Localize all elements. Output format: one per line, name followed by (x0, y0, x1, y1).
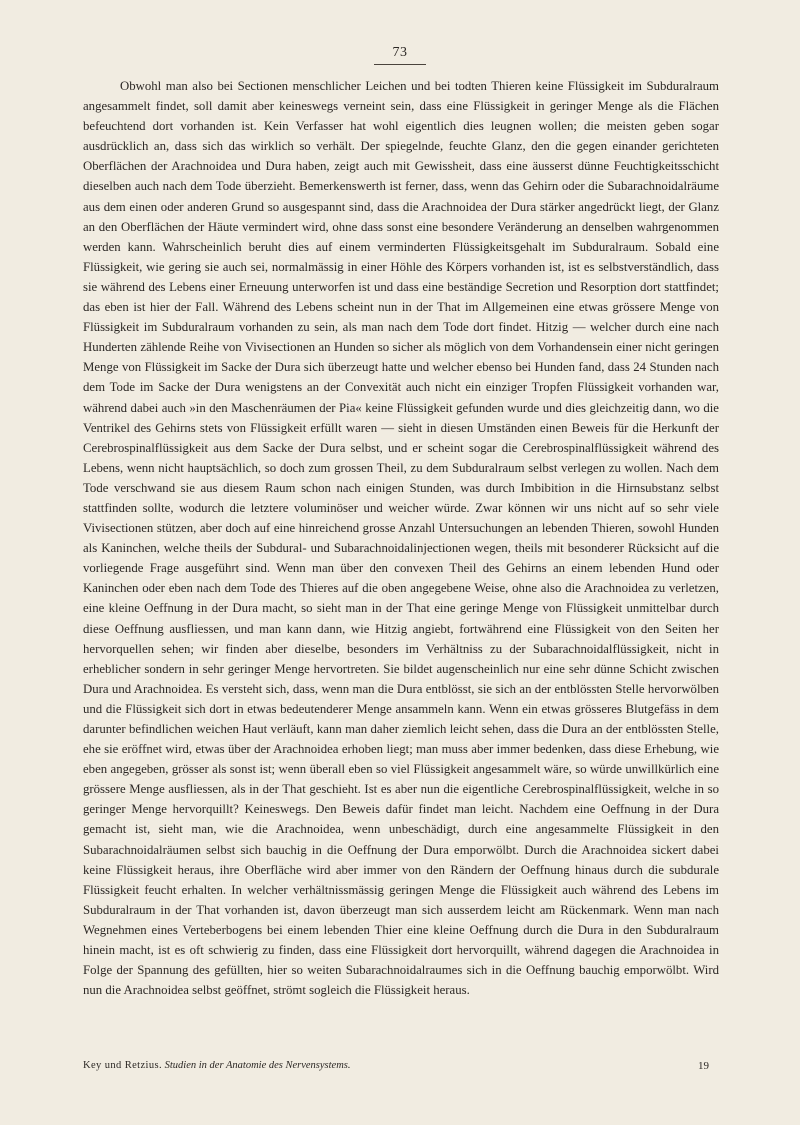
footer-title: Studien in der Anatomie des Nervensystems. (164, 1060, 351, 1071)
page-number: 73 (392, 45, 408, 60)
footer-citation (83, 1060, 351, 1071)
footer-authors: Key und Retzius. (83, 1060, 163, 1071)
body-text (83, 76, 719, 1000)
paragraph: Obwohl man also bei Sectionen menschlicher Leichen und bei todten Thieren keine Flüssigkeit im Subduralraum angesammelt findet, soll damit aber keineswegs verneint sein, dass eine Flüssigkeit in geringer Menge als die Flächen befeuchtend dort vorhanden ist. Kein Verfasser hat wohl eigentlich dies leugnen wollen; die meisten geben sogar ausdrücklich an, dass sich das wirklich so verhält. Der spiegelnde, feuchte Glanz, den die gegen einander gerichteten Oberflächen der Arachnoidea und Dura haben, zeigt auch mit Gewissheit, dass eine äusserst dünne Feuchtigkeitsschicht dieselben auch nach dem Tode überzieht. Bemerkenswerth ist ferner, dass, wenn das Gehirn oder die Subarachnoidalräume aus dem einen oder anderen Grund so ausgespannt sind, dass die Arachnoidea der Dura stärker angedrückt liegt, der Glanz an den Oberflächen der Häute vermindert wird, ohne dass sonst eine besondere Veränderung an denselben wahrgenommen werden kann. Wahrscheinlich beruht dies auf einem verminderten Flüssigkeitsgehalt im Subduralraum. Sobald eine Flüssigkeit, wie gering sie auch sei, normalmässig in einer Höhle des Körpers vorhanden ist, ist es selbstverständlich, dass sie während des Lebens einer Erneuung unterworfen ist und dass eine beständige Secretion und Resorption dort stattfindet; das eben ist hier der Fall. Während des Lebens scheint nun in der That im Allgemeinen eine etwas grössere Menge von Flüssigkeit im Subduralraum vorhanden zu sein, als man nach dem Tode dort findet. Hitzig — welcher durch eine nach Hunderten zählende Reihe von Vivisectionen an Hunden so sicher als möglich von dem Vorhandensein einer nicht geringen Menge von Flüssigkeit im Sacke der Dura sich überzeugt hatte und welcher ebenso bei Hunden fand, dass 24 Stunden nach dem Tode im Sacke der Dura wenigstens an der Convexität auch nicht ein einziger Tropfen Flüssigkeit vorhanden war, während dabei auch »in den Maschenräumen der Pia« keine Flüssigkeit gefunden wurde und dies gleichzeitig dann, wo die Ventrikel des Gehirns stets von Flüssigkeit erfüllt waren — sieht in diesen Umständen einen Beweis für die Herkunft der Cerebrospinalflüssigkeit aus dem Sacke der Dura selbst, und er scheint sogar die Cerebrospinalflüssigkeit während des Lebens, wenn nicht hauptsächlich, so doch zum grossen Theil, zu dem Subduralraum selbst verlegen zu wollen. Nach dem Tode verschwand sie aus diesem Raum schon nach einigen Stunden, was durch Imbibition in die Hirnsubstanz selbst stattfinden sollte, wodurch die letztere voluminöser und weicher würde. Zwar können wir uns nicht auf so sehr viele Vivisectionen stützen, aber doch auf eine hinreichend grosse Anzahl Untersuchungen an lebenden Thieren, sowohl Hunden als Kaninchen, welche theils der Subdural- und Subarachnoidalinjectionen wegen, theils mit besonderer Rücksicht auf die vorliegende Frage ausgeführt sind. Wenn man über den convexen Theil des Gehirns an einem lebenden Hund oder Kaninchen oder eben nach dem Tode des Thieres auf die oben angegebene Weise, ohne also die Arachnoidea zu verletzen, eine kleine Oeffnung in der Dura macht, so sieht man in der That eine geringe Menge von Flüssigkeit unmittelbar durch diese Oeffnung ausfliessen, und man kann dann, wie Hitzig angiebt, fortwährend eine Flüssigkeit von den Seiten her hervorquellen sehen; wir finden aber dieselbe, besonders im Verhältniss zu der Subarachnoidalflüssigkeit, nicht in erheblicher sondern in sehr geringer Menge hervortreten. Sie bildet augenscheinlich nur eine sehr dünne Schicht zwischen Dura und Arachnoidea. Es versteht sich, dass, wenn man die Dura entblösst, sie sich an der entblössten Stelle hervorwölben und die Flüssigkeit sich dort in etwas bedeutenderer Menge ansammeln kann. Wenn ein etwas grösseres Blutgefäss in dem darunter befindlichen weichen Haut verläuft, kann man daher ziemlich leicht sehen, dass die Dura an der entblössten Stelle, ehe sie eröffnet wird, etwas über der Arachnoidea erhoben liegt; man muss aber immer bedenken, dass diese Erhebung, wie eben angegeben, grösser als sonst ist; wenn überall eben so viel Flüssigkeit angesammelt wäre, so würde unwillkürlich eine grössere Menge ausfliessen, als in der That geschieht. Ist es aber nun die eigentliche Cerebrospinalflüssigkeit, welche in so geringer Menge hervorquillt? Keineswegs. Den Beweis dafür findet man leicht. Nachdem eine Oeffnung in der Dura gemacht ist, sieht man, wie die Arachnoidea, wenn unbeschädigt, durch eine angesammelte Flüssigkeit in den Subarachnoidalräumen selbst sich bauchig in die Oeffnung der Dura emporwölbt. Durch die Arachnoidea sickert dabei keine Flüssigkeit heraus, ihre Oberfläche wird aber immer von den Rändern der Oeffnung hinaus durch die subdurale Flüssigkeit feucht erhalten. In welcher verhältnissmässig geringen Menge die Flüssigkeit auch während des Lebens im Subduralraum in der That vorhanden ist, davon überzeugt man sich ausserdem leicht am Rückenmark. Wenn man nach Wegnehmen eines Verteberbogens bei einem lebenden Thier eine kleine Oeffnung durch die Dura in den Subduralraum hinein macht, ist es oft schwierig zu finden, dass eine Flüssigkeit dort hervorquillt, während dagegen die Arachnoidea in Folge der Spannung des gefüllten, hier so weiten Subarachnoidalraumes sich in die Oeffnung bauchig emporwölbt. Wird nun die Arachnoidea selbst geöffnet, strömt sogleich die Flüssigkeit heraus. (83, 79, 719, 998)
page-number-rule (374, 64, 426, 65)
footer-signature: 19 (698, 1060, 709, 1072)
page-footer (83, 1060, 719, 1076)
